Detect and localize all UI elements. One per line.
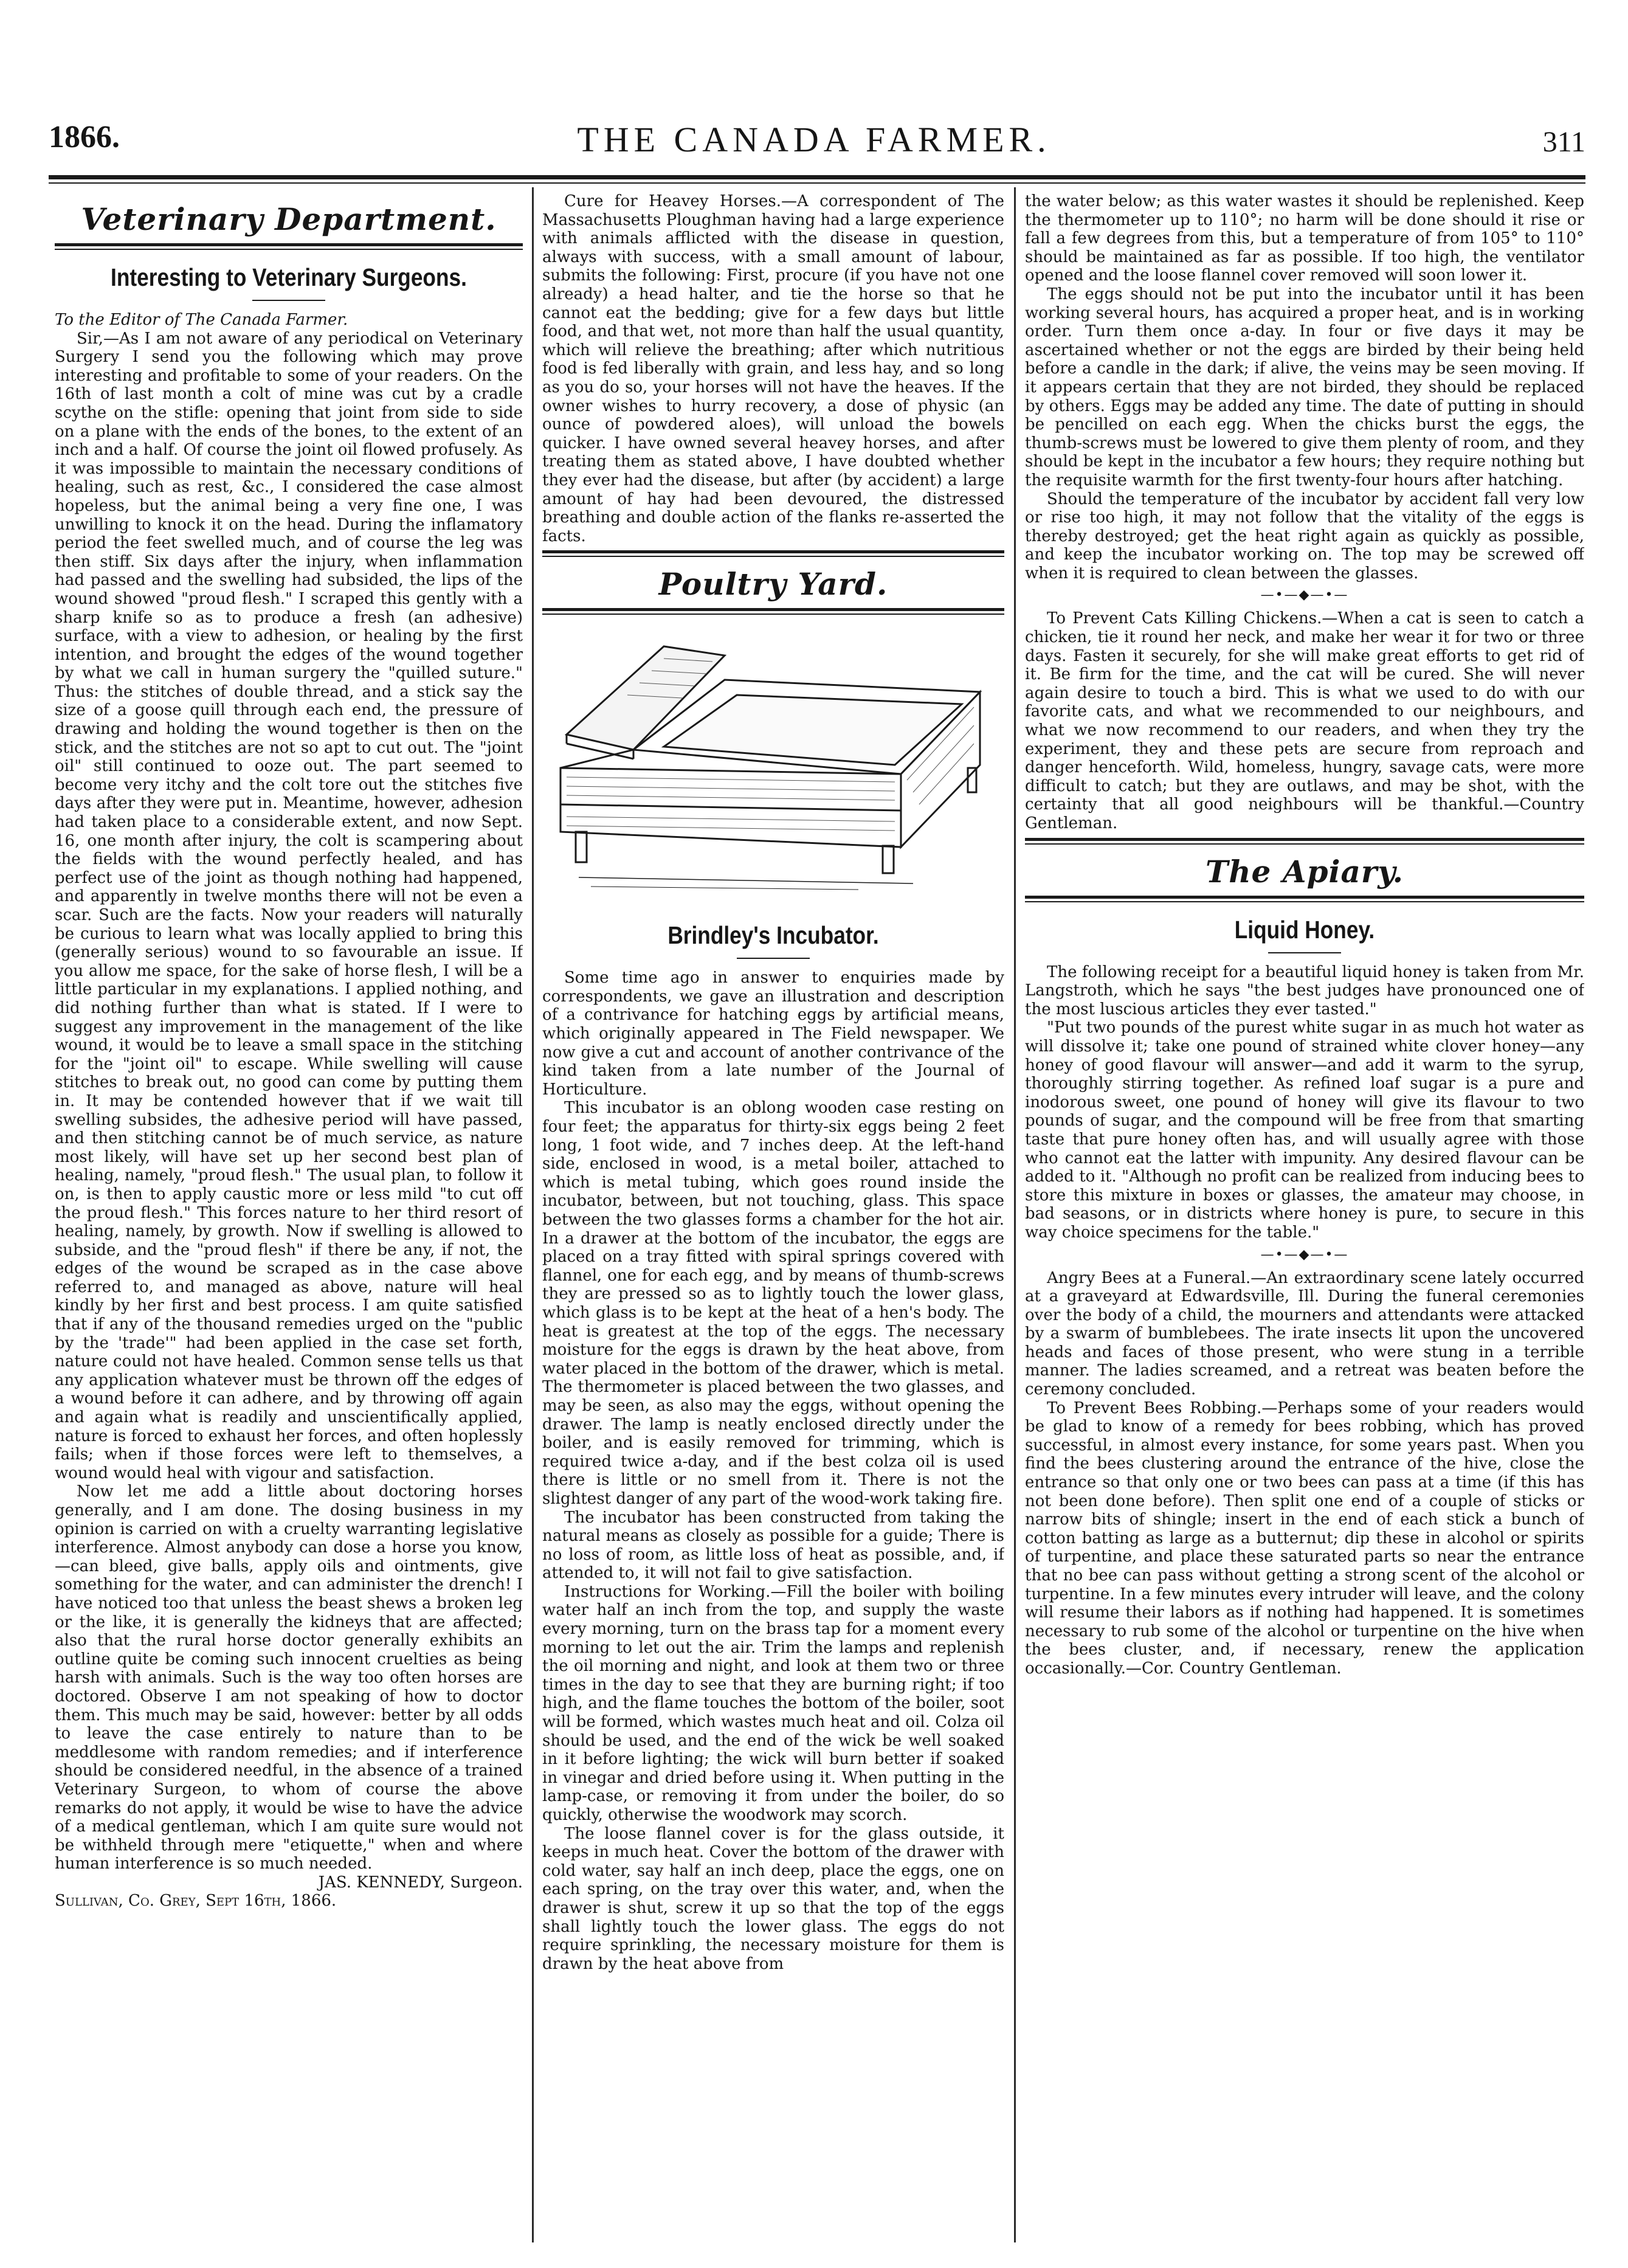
section-rule [55,243,523,250]
section-heading-poultry: Poultry Yard. [658,566,888,603]
article-paragraph: Should the temperature of the incubator by accident fall very low or rise too high, it may not follow that the vitality of the eggs is thereby destroyed; get the heat right again as quickly as possible, and keep the incubator working on. The top may be screwed off when it is required to clean between the glasses. [1025,489,1584,583]
column-divider [1014,187,1016,2242]
section-rule [542,608,1004,615]
journal-title: THE CANADA FARMER. [577,120,1051,159]
article-angry-bees: Angry Bees at a Funeral.—An extraordinary scene lately occurred at a graveyard at Edwardsville, Ill. During the funeral ceremonies over the body of a child, the mourners and attendants were attacked by a swarm of bumblebees. The irate insects lit upon the uncovered heads and faces of those present, who were stung in a terrible manner. The ladies screamed, and a retreat was beaten before the ceremony concluded. [1025,1268,1584,1399]
title-rule [252,300,325,301]
letter-signature: JAS. KENNEDY, Surgeon. [318,1873,523,1892]
section-heading-veterinary: Veterinary Department. [81,201,497,237]
article-paragraph: The following receipt for a beautiful liquid honey is taken from Mr. Langstroth, which he says "the best judges have pronounced one of the most luscious articles they ever tasted." [1025,963,1584,1018]
article-title-incubator: Brindley's Incubator. [667,921,879,950]
article-paragraph: Instructions for Working.—Fill the boiler with boiling water half an inch from the top, and supply the waste every morning, turn on the brass tap for a moment every morning to let out the air. Trim the lamps and replenish the oil morning and night, and look at them two or three times in the day to see that they are burning right; if too high, and the flame touches the bottom of the boiler, soot will be formed, which wastes much heat and oil. Colza oil should be used, and the end of the wick be well soaked in it before lighting; the wick will burn better if soaked in vinegar and dried before using it. When putting in the lamp-case, or removing it from under the boiler, do so quickly, otherwise the woodwork may scorch. [542,1582,1004,1824]
column-apiary [1025,192,1584,2247]
section-rule [1025,838,1584,845]
article-bees-robbing: To Prevent Bees Robbing.—Perhaps some of your readers would be glad to know of a remedy for bees robbing, which has proved successful, in almost every instance, for some years past. When you find the bees clustering around the entrance of the hive, close the entrance so that only one or two bees can pass at a time (if this has not been done before). Then split one end of a couple of sticks or narrow bits of shingle; insert in the end of each stick a bunch of cotton batting as large as a butternut; dip these in alcohol or spirits of turpentine, and place these saturated parts so near the entrance that no bee can pass without getting a strong scent of the alcohol or turpentine. In a few minutes every intruder will leave, and the colony will resume their labors as if nothing had happened. It is sometimes necessary to rub some of the alcohol or turpentine on the hive when the bees cluster, and, if necessary, renew the application occasionally.—Cor. Country Gentleman. [1025,1398,1584,1678]
column-veterinary [55,192,523,2235]
section-rule [1025,896,1584,902]
page-number: 311 [1542,126,1585,158]
article-paragraph: This incubator is an oblong wooden case resting on four feet; the apparatus for thirty-six eggs being 2 feet long, 1 foot wide, and 7 inches deep. At the left-hand side, enclosed in wood, is a metal boiler, attached to which is metal tubing, which goes round inside the incubator, between, but not touching, glass. This space between the two glasses forms a chamber for the hot air. In a drawer at the bottom of the incubator, the eggs are placed on a tray fitted with spiral springs covered with flannel, one for each egg, and by means of thumb-screws they are pressed so as to lightly touch the lower glass, which glass is to be kept at the heat of a hen's body. The heat is greatest at the top of the eggs. The necessary moisture for the eggs is drawn by the heat above, from water placed in the bottom of the drawer, which is metal. The thermometer is placed between the two glasses, and may be seen, as also may the eggs, without opening the drawer. The lamp is neatly enclosed directly under the boiler, and is easily removed for trimming, which is required twice a-day, and if the best colza oil is used there is little or no smell from it. There is not the slightest danger of any part of the wood-work taking fire. [542,1099,1004,1508]
incubator-illustration [542,622,1004,908]
article-paragraph: Some time ago in answer to enquiries made by correspondents, we gave an illustration and description of a contrivance for hatching eggs by artificial means, which originally appeared in The Field newspaper. We now give a cut and account of another contrivance of the kind taken from a late number of the Journal of Horticulture. [542,969,1004,1099]
letter-salutation: To the Editor of The Canada Farmer. [55,311,348,329]
article-heavey-horses: Cure for Heavey Horses.—A correspondent of The Massachusetts Ploughman having had a large experience with animals afflicted with the disease in question, always with success, with a small amount of labour, submits the following: First, procure (if you have not one already) a head halter, and tie the horse so that he cannot eat the bedding; give for a few days but little food, and that wet, not more than half the usual quantity, which will relieve the breathing; after which nutritious food is fed liberally with grain, and less hay, and so long as you do so, your horses will not have the heaves. If the owner wishes to hurry recovery, a dose of physic (an ounce of powdered aloes), will unload the bowels quicker. I have owned several heavey horses, and after treating them as stated above, I have doubted whether they ever had the disease, but after (by accident) a large amount of hay had been devoured, the distressed breathing and double action of the flanks re-asserted the facts. [542,192,1004,545]
article-title-veterinary: Interesting to Veterinary Surgeons. [111,263,467,291]
article-paragraph: The loose flannel cover is for the glass outside, it keeps in much heat. Cover the bottom of the drawer with cold water, say half an inch deep, place the eggs, one on each spring, on the tray over this water, and, when the drawer is shut, screw it up so that the top of the eggs shall lightly touch the lower glass. The eggs do not require sprinkling, the necessary moisture for them is drawn by the heat above from [542,1824,1004,1973]
masthead-rule [49,175,1585,179]
column-divider [532,187,534,2242]
masthead-rule-thin [49,182,1585,184]
article-paragraph: the water below; as this water wastes it should be replenished. Keep the thermometer up to 110°; no harm will be done should it rise or fall a few degrees from this, but a temperature of from 105° to 110° should be maintained as far as possible. If too high, the ventilator opened and the loose flannel cover removed will soon lower it. [1025,192,1584,285]
title-rule [1268,952,1341,953]
incubator-drawing [542,622,1004,908]
article-title-honey: Liquid Honey. [1234,915,1375,944]
article-cats-chickens: To Prevent Cats Killing Chickens.—When a cat is seen to catch a chicken, tie it round her neck, and make her wear it for two or three days. Fasten it securely, for she will make great efforts to get rid of it. Be firm for the time, and the cat will be cured. She will never again desire to touch a bird. This is what we used to do with our favorite cats, and what we recommended to our neighbours, and what we now recommend to our readers, and when they try the experiment, they and these pets are secure from reproach and danger henceforth. Wild, homeless, hungry, savage cats, were more difficult to catch; but they are outlaws, and may be shot, with the certainty that all good neighbours will be thankful.—Country Gentleman. [1025,609,1584,832]
column-poultry [542,192,1004,2247]
page-year: 1866. [49,120,120,154]
article-paragraph: Now let me add a little about doctoring horses generally, and I am done. The dosing business in my opinion is carried on with a cruelty warranting legislative interference. Almost anybody can dose a horse you know,—can bleed, give balls, apply oils and ointments, give something for the water, and can administer the drench! I have noticed too that unless the beast shews a broken leg or the like, it is generally the kidneys that are affected; also that the rural horse doctor generally exhibits an outline quite be coming such innocent cruelties as being harsh with animals. Such is the way too often horses are doctored. Observe I am not speaking of how to doctor them. This much may be said, however: better by all odds to leave the case entirely to nature than to be meddlesome with random remedies; and if interference should be considered needful, in the absence of a trained Veterinary Surgeon, to whom of course the above remarks do not apply, it would be wise to have the advice of a medical gentleman, which I am quite sure would not be withheld through mere "etiquette," when and where human interference is so much needed. [55,1482,523,1873]
title-rule [737,958,810,959]
ornament-divider: —•—◆—•— [1260,587,1349,603]
article-paragraph: Sir,—As I am not aware of any periodical on Veterinary Surgery I send you the following which may prove interesting and profitable to some of your readers. On the 16th of last month a colt of mine was cut by a cradle scythe on the stifle: opening that joint from side to side on a plane with the ends of the bones, to the extent of an inch and a half. Of course the joint oil flowed profusely. As it was impossible to maintain the necessary conditions of healing, such as rest, &c., I considered the case almost hopeless, but the animal being a very fine one, I was unwilling to knock it on the head. During the inflamatory period the feet swelled much, and of course the leg was then stiff. Six days after the injury, when inflammation had passed and the swelling had subsided, the lips of the wound showed "proud flesh." I scraped this gently with a sharp knife so as to produce a fresh (an adhesive) surface, with a view to adhesion, or healing by the first intention, and brought the edges of the wound together by what we call in human surgery the "quilled suture." Thus: the stitches of double thread, and a stick say the size of a goose quill through each end, the pressure of drawing and holding the wound together is then on the stick, and the stitches are not so apt to cut out. The "joint oil" still continued to ooze out. The part seemed to become very itchy and the colt tore out the stitches five days after they were put in. Meantime, however, adhesion had taken place to a considerable extent, and now Sept. 16, one month after injury, the colt is scampering about the fields with the wound perfectly healed, and has perfect use of the joint as though nothing had happened, and apparently in twelve months there will not be even a scar. Such are the facts. Now your readers will naturally be curious to learn what was locally applied to bring this (generally serious) wound to so favourable an issue. If you allow me space, for the sake of horse flesh, I will be a little particular in my explanations. I applied nothing, and did nothing further than what is stated. If I were to suggest any improvement in the management of the like wound, it would be to leave a small space in the stitching for the "joint oil" to escape. While swelling will cause stitches to break out, no good can come by putting them in. It may be contended however that if we wait till swelling subsides, the adhesive period will have passed, and then stitching cannot be of much service, as nature most likely, will have set up her second best plan of healing, namely, "proud flesh." The usual plan, to follow it on, is then to apply caustic more or less mild "to cut off the proud flesh." This forces nature to her third resort of healing, namely, by growth. Now if swelling is allowed to subside, and the "proud flesh" if there be any, if not, the edges of the wound be scraped as in the case above referred to, and managed as above, nature will heal kindly by her first and best process. I am quite satisfied that if any of the thousand remedies urged on the "public by the 'trade'" had been applied in the case set forth, nature could not have healed. Common sense tells us that any application whatever must be thrown off the edges of a wound before it can adhere, and by throwing off again and again what is readily and unscientifically applied, nature is forced to exhaust her forces, and often hoplessly fails; when if those forces were left to themselves, a wound would heal with vigour and satisfaction. [55,329,523,1482]
section-rule [542,550,1004,557]
letter-dateline: Sullivan, Co. Grey, Sept 16th, 1866. [55,1892,337,1910]
masthead [0,0,1628,182]
section-heading-apiary: The Apiary. [1205,853,1404,890]
article-paragraph: The eggs should not be put into the incubator until it has been working several hours, has acquired a proper heat, and is in working order. Turn them once a-day. In four or five days it may be ascertained whether or not the eggs are birded by their being held before a candle in the dark; if alive, the veins may be seen moving. If it appears certain that they are not birded, they should be replaced by others. Eggs may be added any time. The date of putting in should be pencilled on each egg. When the chicks burst the eggs, the thumb-screws must be lowered to give them plenty of room, and they should be kept in the incubator a few hours; they require nothing but the requisite warmth for the first twenty-four hours after hatching. [1025,285,1584,489]
ornament-divider: —•—◆—•— [1260,1246,1349,1262]
article-paragraph: "Put two pounds of the purest white sugar in as much hot water as will dissolve it; take one pound of strained white clover honey—any honey of good flavour will answer—and add it warm to the syrup, thoroughly stirring together. As refined loaf sugar is a pure and inodorous sweet, one pound of honey will give its flavour to two pounds of sugar, and the compound will be free from that smarting taste that pure honey often has, and will usually agree with those who cannot eat the latter with impunity. Any desired flavour can be added to it. "Although no profit can be realized from inducing bees to store this mixture in boxes or glasses, the amateur may choose, in bad seasons, or in districts where honey is pure, to secure in this way choice specimens for the table." [1025,1018,1584,1242]
article-paragraph: The incubator has been constructed from taking the natural means as closely as possible for a guide; There is no loss of room, as little loss of heat as possible, and, if attended to, it will not fail to give satisfaction. [542,1508,1004,1583]
